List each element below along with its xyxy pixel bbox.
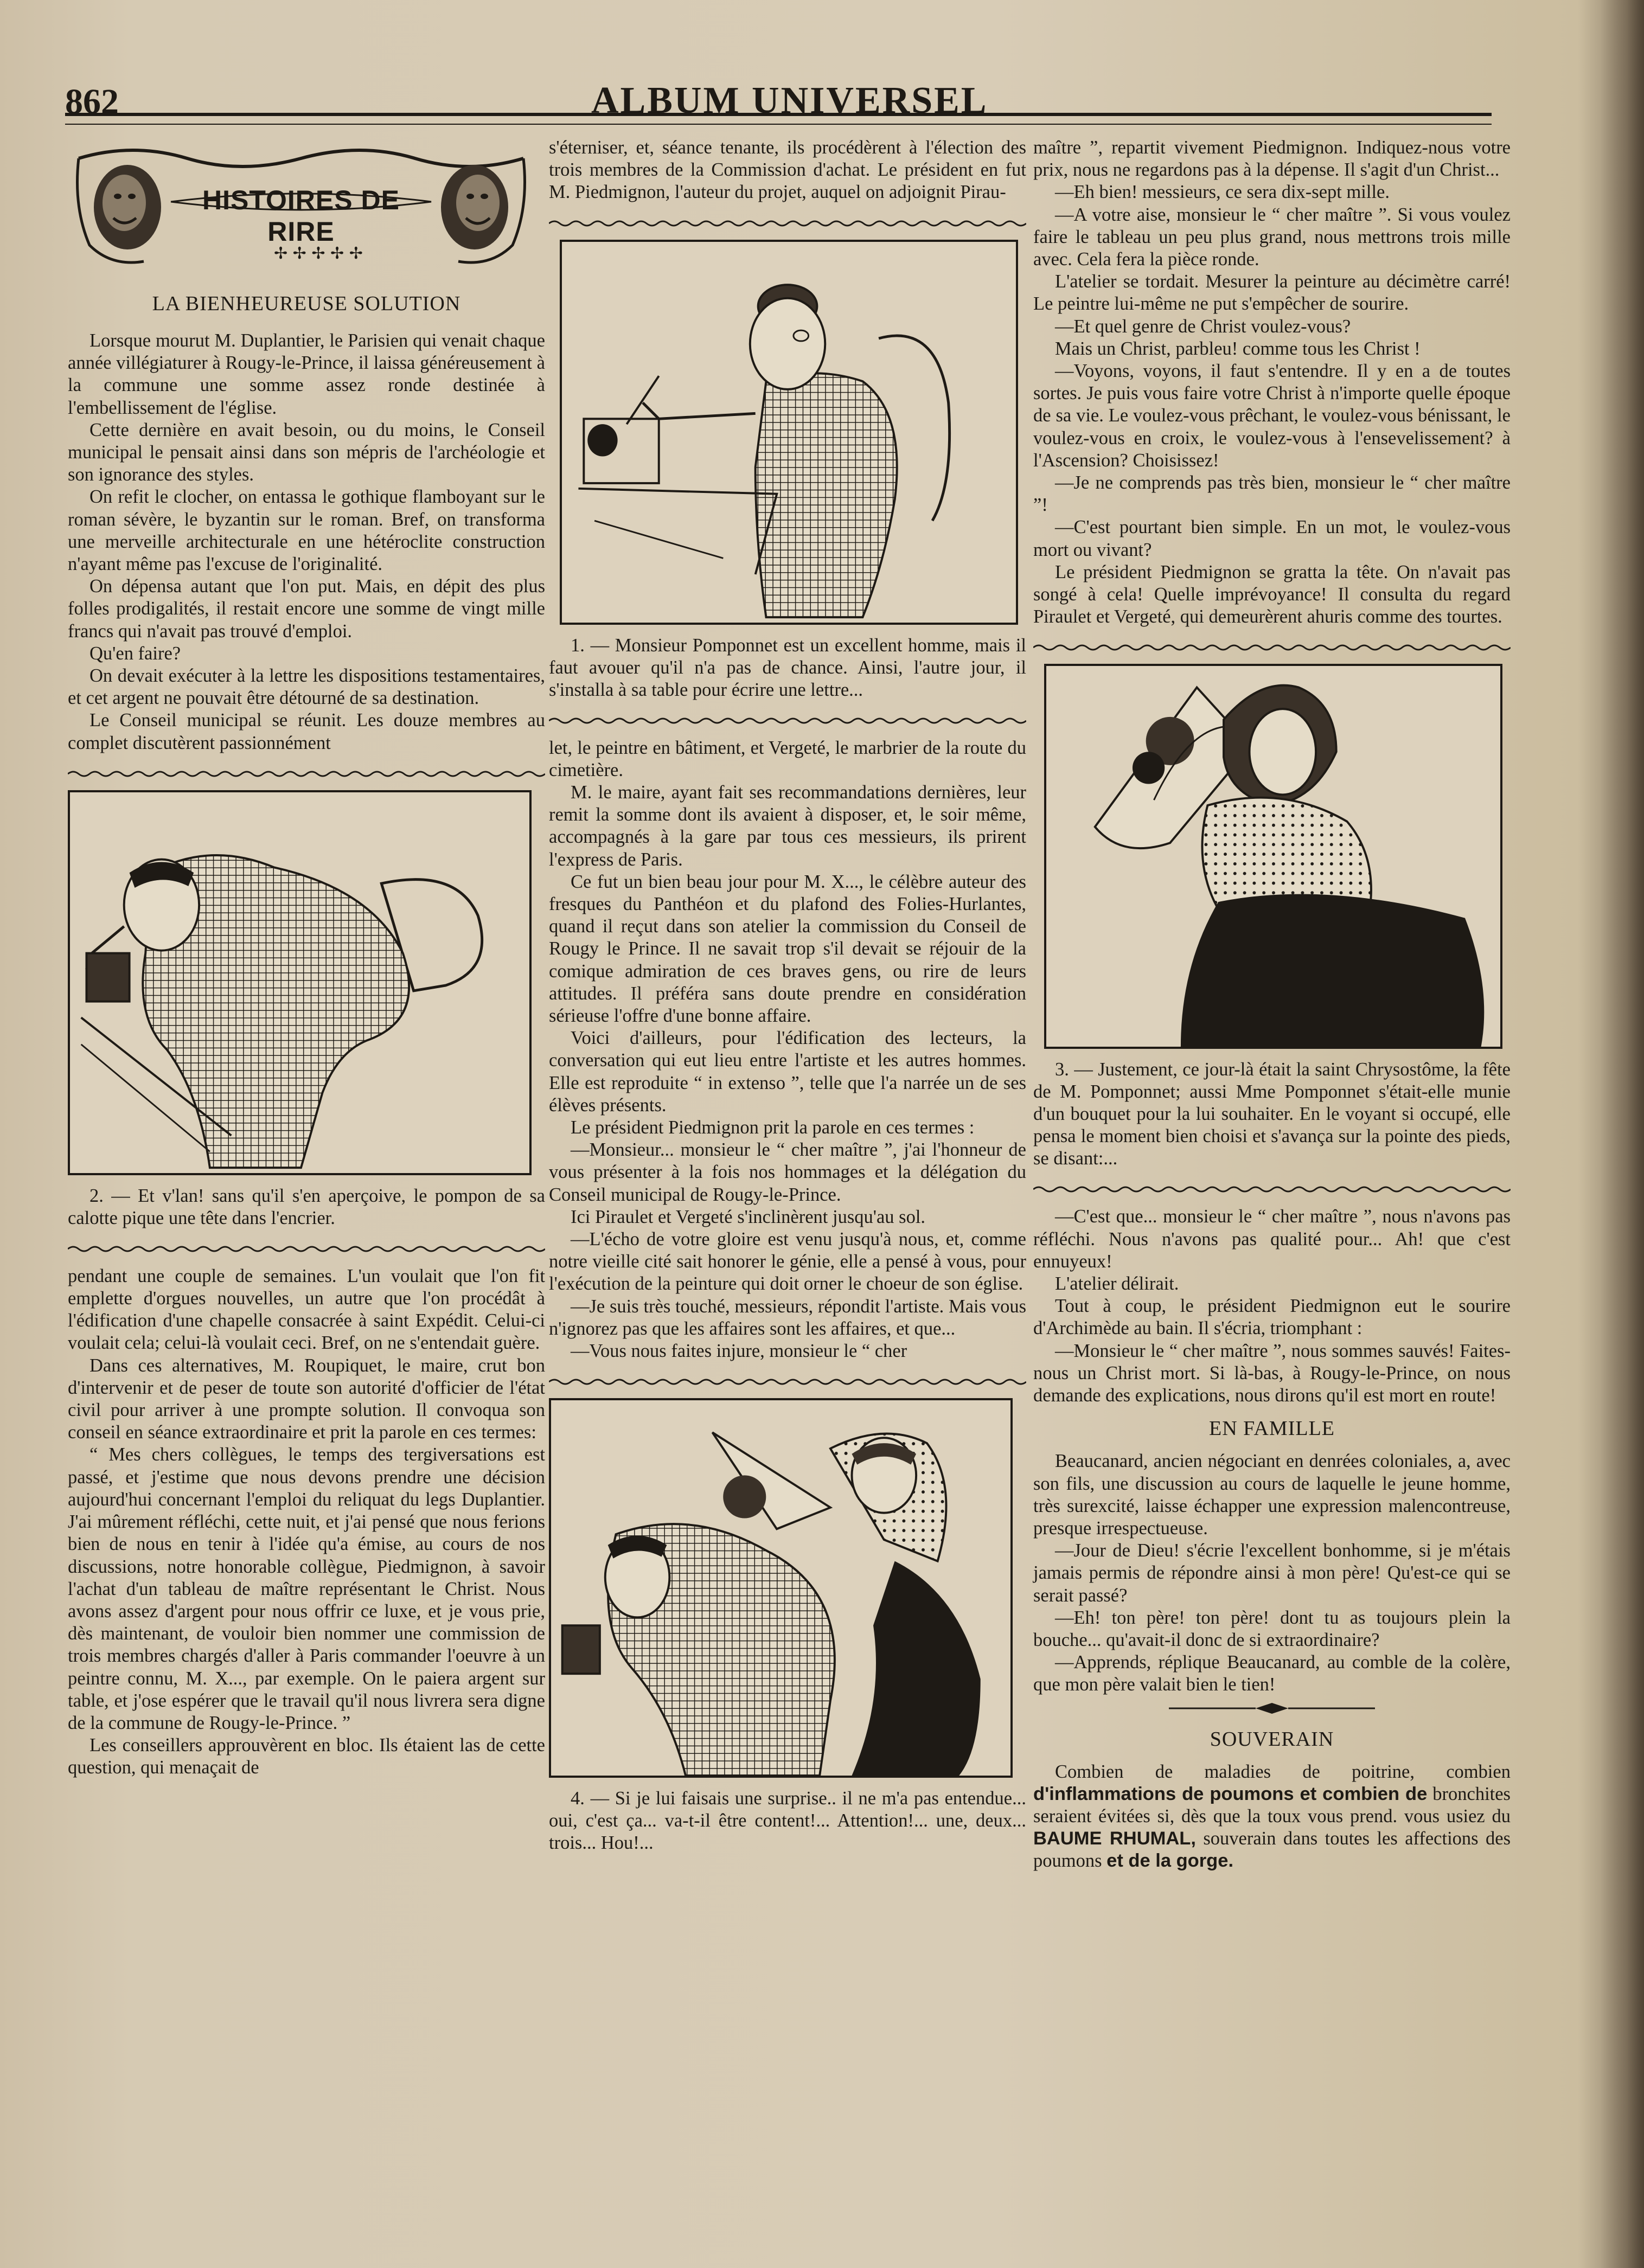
svg-text:✢ ✢ ✢ ✢ ✢: ✢ ✢ ✢ ✢ ✢ — [274, 244, 363, 263]
paragraph: s'éterniser, et, séance tenante, ils procédèrent à l'élection des trois membres de la Commission d'achat. Le président en fut M. Piedmignon, l'auteur du projet, auquel on adjoignit Pirau- — [549, 137, 1026, 203]
ad-text-3: souverain dans toutes les affections des poumons — [1033, 1828, 1511, 1872]
journal-title: ALBUM UNIVERSEL — [591, 80, 988, 121]
illustration-couple-bouquet-icon — [551, 1400, 1010, 1776]
page-header — [65, 76, 1497, 136]
caption-2: 2. — Et v'lan! sans qu'il s'en aperçoive, le pompon de sa calotte pique une tête dans l'encrier. — [68, 1185, 545, 1228]
paragraph: —Voyons, voyons, il faut s'entendre. Il y en a de toutes sortes. Je puis vous faire votre Christ à n'importe quelle époque de sa vie. Le voulez-vous prêchant, le voulez-vous bénissant, le voulez-vous en croix, le voulez-vous à l'ensevelissement? à l'Ascension? Choisissez! — [1033, 361, 1511, 471]
column-2 — [549, 137, 1026, 2176]
paragraph: Lorsque mourut M. Duplantier, le Parisien qui venait chaque année villégiaturer à Rougy-le-Prince, il laissa généreusement à la commune une somme assez ronde destinée à l'embellissement de l'église. — [68, 330, 545, 418]
illustration-3-woman-bouquet — [1044, 664, 1502, 1049]
paragraph: —Jour de Dieu! s'écrie l'excellent bonhomme, si je m'étais jamais permis de répondre ainsi à mon père! Qu'est-ce qui se serait passé? — [1033, 1540, 1511, 1606]
paragraph: M. le maire, ayant fait ses recommandations dernières, leur remit la somme dont ils avaient à disposer, et, le soir même, accompagnés à la gare par tous ces messieurs, ils prirent l'express de Paris. — [549, 782, 1026, 870]
paragraph: —A votre aise, monsieur le “ cher maître ”. Si vous voulez faire le tableau un peu plus grand, nous mettrons trois mille avec. Cela fera la pièce ronde. — [1033, 204, 1511, 270]
paragraph: Qu'en faire? — [89, 643, 181, 664]
column-3 — [1033, 137, 1511, 2176]
paragraph: Cette dernière en avait besoin, ou du moins, le Conseil municipal le pensait ainsi dans son mépris de l'archéologie et son ignorance des styles. — [68, 419, 545, 485]
paragraph: —L'écho de votre gloire est venu jusqu'à nous, et, comme notre vieille cité sait honorer le génie, elle a pensé à vous, pour l'exécution de la peinture qui doit orner le choeur de son église. — [549, 1229, 1026, 1295]
paragraph: Beaucanard, ancien négociant en denrées coloniales, a, avec son fils, une discussion au cours de laquelle le jeune homme, très surexcité, laisse échapper une expression malencontreuse, presque irrespectueuse. — [1033, 1451, 1511, 1539]
paragraph: Voici d'ailleurs, pour l'édification des lecteurs, la conversation qui eut lieu entre l'artiste et les autres hommes. Elle est reproduite “ in extenso ”, telle que l'a narrée un de ses élèves présents. — [549, 1028, 1026, 1116]
paragraph: —Eh bien! messieurs, ce sera dix-sept mille. — [1055, 182, 1390, 203]
header-rule — [65, 113, 1492, 125]
paragraph: Ici Piraulet et Vergeté s'inclinèrent jusqu'au sol. — [571, 1206, 926, 1227]
section-banner-title: HISTOIRES DE RIRE — [202, 185, 400, 247]
paragraph: —Je ne comprends pas très bien, monsieur le “ cher maître ”! — [1033, 472, 1511, 516]
paragraph: —Eh! ton père! ton père! dont tu as toujours plein la bouche... qu'avait-il donc de si extraordinaire? — [1033, 1607, 1511, 1650]
story-title: LA BIENHEUREUSE SOLUTION — [152, 292, 461, 315]
paragraph: —Et quel genre de Christ voulez-vous? — [1055, 316, 1351, 337]
column-1 — [68, 137, 545, 2176]
paragraph: —Vous nous faites injure, monsieur le “ cher — [571, 1341, 907, 1362]
page-fold-shadow — [1601, 0, 1644, 2268]
ad-text-2: bronchites seraient évitées si, dès que la toux vous prend. vous usiez du — [1033, 1783, 1511, 1827]
wavy-divider — [68, 768, 545, 779]
wavy-divider — [1033, 1184, 1511, 1195]
wavy-divider — [549, 1376, 1026, 1387]
illustration-woman-bouquet-icon — [1046, 666, 1500, 1047]
wavy-divider — [549, 218, 1026, 229]
ad-bold-1: d'inflammations de poumons et combien de — [1033, 1783, 1428, 1804]
paragraph: let, le peintre en bâtiment, et Vergeté, le marbrier de la route du cimetière. — [549, 737, 1026, 780]
ad-text-1: Combien de maladies de poitrine, combien — [1055, 1761, 1511, 1782]
paragraph: Ce fut un bien beau jour pour M. X..., le célèbre auteur des fresques du Panthéon et du plafond des Folies-Hurlantes, quand il reçut dans son atelier la commission du Conseil de Rougy le Prince. Il ne savait trop s'il devait se réjouir de la comique admiration de ces braves gens, ou rire de leurs attitudes. Il préféra sans doute prendre en considération sérieuse l'offre d'une bonne affaire. — [549, 871, 1026, 1027]
en-famille-title: EN FAMILLE — [1209, 1417, 1335, 1440]
paragraph: On dépensa autant que l'on put. Mais, en dépit des plus folles prodigalités, il restait encore une somme de vingt mille francs qui n'avait pas trouvé d'emploi. — [68, 576, 545, 642]
paragraph: Le président Piedmignon se gratta la tête. On n'avait pas songé à cela! Quelle imprévoyance! Il consulta du regard Piraulet et Vergeté, qui demeurèrent ahuris comme des tourtes. — [1033, 561, 1511, 627]
caption-3: 3. — Justement, ce jour-là était la saint Chrysostôme, la fête de M. Pomponnet; aussi Mme Pomponnet s'était-elle munie d'un bouquet pour la lui souhaiter. En le voyant si occupé, elle pensa le moment bien choisi et s'avança sur la pointe des pieds, se disant:... — [1033, 1059, 1511, 1169]
paragraph: maître ”, repartit vivement Piedmignon. Indiquez-nous votre prix, nous ne regardons pas à la dépense. Il s'agit d'un Christ... — [1033, 137, 1511, 181]
paragraph: —Monsieur... monsieur le “ cher maître ”, j'ai l'honneur de vous présenter à la fois nos hommages et la délégation du Conseil municipal de Rougy-le-Prince. — [549, 1139, 1026, 1205]
paragraph: Mais un Christ, parbleu! comme tous les Christ ! — [1055, 338, 1421, 359]
paragraph: Les conseillers approuvèrent en bloc. Ils étaient las de cette question, qui menaçait de — [68, 1735, 545, 1778]
paragraph: “ Mes chers collègues, le temps des tergiversations est passé, et j'estime que nous devons prendre une décision aujourd'hui concernant l'emploi du reliquat du legs Duplantier. J'ai mûrement réfléchi, cette nuit, et j'ai pensé que nous ferions bien de nous en tenir à l'idée qu'a émise, au cours de nos discussions, notre honorable collègue, Piedmignon, à savoir l'achat d'un tableau de maître représentant le Christ. Nous avons assez d'argent pour nous offrir ce luxe, et je vous prie, dès maintenant, de vouloir bien nommer une commission de trois membres chargés d'aller à Paris commander l'oeuvre à un peintre connu, M. X..., par exemple. On le paiera argent sur table, et j'ose espérer que le travail qu'il nous livrera sera digne de la commune de Rougy-le-Prince. ” — [68, 1444, 545, 1733]
section-banner — [68, 137, 534, 278]
paragraph: L'atelier se tordait. Mesurer la peinture au décimètre carré! Le peintre lui-même ne put s'empêcher de sourire. — [1033, 271, 1511, 315]
wavy-divider — [68, 1244, 545, 1254]
paragraph: —Apprends, réplique Beaucanard, au comble de la colère, que mon père valait bien le tien! — [1033, 1652, 1511, 1695]
caption-1: 1. — Monsieur Pomponnet est un excellent homme, mais il faut avouer qu'il n'a pas de chance. Ainsi, l'autre jour, il s'installa à sa table pour écrire une lettre... — [549, 635, 1026, 700]
wavy-divider — [549, 715, 1026, 726]
ad-bold-product: BAUME RHUMAL, — [1033, 1828, 1196, 1849]
souverain-title: SOUVERAIN — [1210, 1727, 1334, 1751]
paragraph: Le président Piedmignon prit la parole en ces termes : — [571, 1117, 975, 1138]
illustration-2-man-writing — [68, 790, 532, 1175]
ornament-rule-icon — [1163, 1702, 1380, 1715]
wavy-divider — [1033, 642, 1511, 653]
paragraph: —Monsieur le “ cher maître ”, nous sommes sauvés! Faites-nous un Christ mort. Si là-bas, à Rougy-le-Prince, on nous demande des explications, nous dirons qu'il est mort en route! — [1033, 1340, 1511, 1406]
paragraph: —Je suis très touché, messieurs, répondit l'artiste. Mais vous n'ignorez pas que les affaires sont les affaires, et que... — [549, 1296, 1026, 1339]
illustration-4-surprise — [549, 1398, 1013, 1778]
paragraph: Dans ces alternatives, M. Roupiquet, le maire, crut bon d'intervenir et de peser de toute son autorité d'officier de l'état civil pour arriver à une prompte solution. Il convoqua son conseil en séance extraordinaire et prit la parole en ces termes: — [68, 1355, 545, 1443]
paragraph: On devait exécuter à la lettre les dispositions testamentaires, et cet argent ne pouvait être détourné de sa destination. — [68, 665, 545, 709]
paragraph: On refit le clocher, on entassa le gothique flamboyant sur le roman sévère, le byzantin sur le roman. Bref, on transforma une merveille architecturale en une hétéroclite construction n'ayant même pas l'excuse de l'originalité. — [68, 486, 545, 575]
advertisement-paragraph — [1033, 1761, 1511, 1873]
paragraph: —C'est pourtant bien simple. En un mot, le voulez-vous mort ou vivant? — [1033, 517, 1511, 560]
illustration-1-man-at-desk — [560, 240, 1018, 625]
section-ornament — [1033, 1702, 1511, 1718]
paragraph: Le Conseil municipal se réunit. Les douze membres au complet discutèrent passionnément — [68, 710, 545, 753]
caption-4: 4. — Si je lui faisais une surprise.. il ne m'a pas entendue... oui, c'est ça... va-t-il être content!... Attention!... une, deux... trois... Hou!... — [549, 1788, 1026, 1854]
paragraph: pendant une couple de semaines. L'un voulait que l'on fit emplette d'orgues nouvelles, un autre que l'on procédât à l'édification d'une chapelle consacrée à saint Expédit. Celui-ci voulait cela; celui-là voulait ceci. Bref, on ne s'entendait guère. — [68, 1265, 545, 1354]
illustration-man-ink-icon — [70, 792, 529, 1173]
paragraph: Tout à coup, le président Piedmignon eut le sourire d'Archimède au bain. Il s'écria, triomphant : — [1033, 1296, 1511, 1339]
paragraph: L'atelier délirait. — [1055, 1273, 1179, 1295]
ad-bold-3: et de la gorge. — [1106, 1850, 1234, 1872]
paragraph: —C'est que... monsieur le “ cher maître ”, nous n'avons pas réfléchi. Nous n'avons pas qualité pour... Ah! que c'est ennuyeux! — [1033, 1206, 1511, 1272]
page-number: 862 — [65, 82, 119, 121]
illustration-man-desk-icon — [562, 242, 1016, 623]
